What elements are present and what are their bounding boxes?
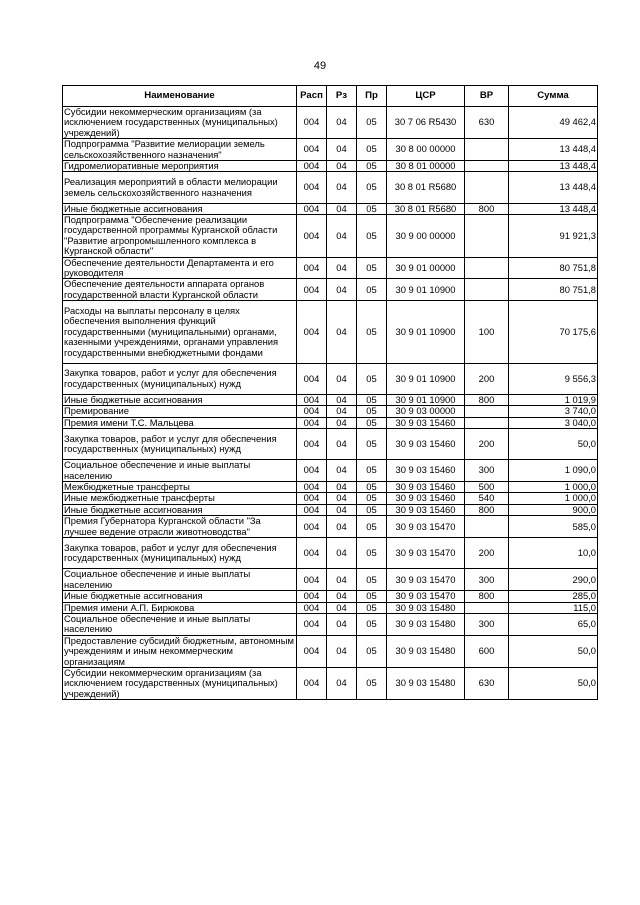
table-cell-pr: 05	[357, 591, 387, 602]
table-row	[63, 429, 598, 460]
table-cell-name: Иные бюджетные ассигнования	[63, 504, 297, 515]
header-sum: Сумма	[509, 86, 598, 107]
table-cell-rz: 04	[327, 460, 357, 482]
table-row	[63, 139, 598, 161]
table-cell-sum: 91 921,3	[509, 215, 598, 258]
table-row	[63, 107, 598, 139]
table-cell-name: Социальное обеспечение и иные выплаты населению	[63, 569, 297, 591]
table-cell-pr: 05	[357, 429, 387, 460]
table-row	[63, 516, 598, 538]
table-cell-rz: 04	[327, 417, 357, 428]
table-cell-name: Субсидии некоммерческим организациям (за исключением государственных (муниципальных) учреждений)	[63, 107, 297, 139]
table-cell-pr: 05	[357, 215, 387, 258]
table-row	[63, 613, 598, 635]
table-cell-rz: 04	[327, 363, 357, 394]
table-cell-rasp: 004	[297, 107, 327, 139]
table-cell-pr: 05	[357, 203, 387, 214]
table-cell-name: Закупка товаров, работ и услуг для обеспечения государственных (муниципальных) нужд	[63, 538, 297, 569]
table-cell-vr	[465, 257, 509, 279]
table-cell-rz: 04	[327, 482, 357, 493]
table-cell-vr	[465, 161, 509, 172]
table-cell-name: Иные бюджетные ассигнования	[63, 203, 297, 214]
table-cell-vr: 200	[465, 429, 509, 460]
table-cell-pr: 05	[357, 406, 387, 417]
table-cell-pr: 05	[357, 279, 387, 301]
table-cell-name: Межбюджетные трансферты	[63, 482, 297, 493]
table-cell-csr: 30 9 03 15460	[387, 429, 465, 460]
table-cell-vr: 800	[465, 203, 509, 214]
table-cell-pr: 05	[357, 161, 387, 172]
table-row	[63, 569, 598, 591]
table-cell-sum: 10,0	[509, 538, 598, 569]
table-cell-vr: 800	[465, 504, 509, 515]
table-cell-name: Обеспечение деятельности Департамента и его руководителя	[63, 257, 297, 279]
table-cell-rz: 04	[327, 602, 357, 613]
table-cell-sum: 115,0	[509, 602, 598, 613]
table-row	[63, 504, 598, 515]
table-cell-csr: 30 8 00 00000	[387, 139, 465, 161]
table-cell-csr: 30 9 00 00000	[387, 215, 465, 258]
table-cell-rz: 04	[327, 504, 357, 515]
table-cell-vr	[465, 139, 509, 161]
table-cell-pr: 05	[357, 460, 387, 482]
table-cell-csr: 30 9 03 15480	[387, 667, 465, 699]
header-rz: Рз	[327, 86, 357, 107]
table-cell-rasp: 004	[297, 460, 327, 482]
table-cell-sum: 3 040,0	[509, 417, 598, 428]
table-cell-name: Закупка товаров, работ и услуг для обеспечения государственных (муниципальных) нужд	[63, 429, 297, 460]
table-cell-vr: 100	[465, 301, 509, 363]
table-cell-rasp: 004	[297, 591, 327, 602]
table-cell-name: Расходы на выплаты персоналу в целях обеспечения выполнения функций государственными (муниципальными) органами, казенными учреждениями, органами управления государственными внебюджетными фондами	[63, 301, 297, 363]
table-cell-vr: 600	[465, 635, 509, 667]
table-cell-rz: 04	[327, 569, 357, 591]
table-row	[63, 172, 598, 203]
table-cell-sum: 1 000,0	[509, 493, 598, 504]
table-cell-sum: 585,0	[509, 516, 598, 538]
table-cell-rz: 04	[327, 203, 357, 214]
table-row	[63, 602, 598, 613]
table-cell-vr	[465, 406, 509, 417]
table-cell-csr: 30 7 06 R5430	[387, 107, 465, 139]
table-cell-vr	[465, 279, 509, 301]
table-cell-csr: 30 9 03 15470	[387, 538, 465, 569]
table-cell-name: Социальное обеспечение и иные выплаты населению	[63, 460, 297, 482]
table-cell-name: Премия Губернатора Курганской области "За лучшее ведение отрасли животноводства"	[63, 516, 297, 538]
table-cell-name: Предоставление субсидий бюджетным, автономным учреждениям и иным некоммерческим организациям	[63, 635, 297, 667]
table-cell-rz: 04	[327, 516, 357, 538]
table-row	[63, 257, 598, 279]
table-cell-name: Закупка товаров, работ и услуг для обеспечения государственных (муниципальных) нужд	[63, 363, 297, 394]
table-cell-pr: 05	[357, 667, 387, 699]
table-cell-pr: 05	[357, 635, 387, 667]
table-cell-vr: 200	[465, 363, 509, 394]
table-row	[63, 301, 598, 363]
table-cell-csr: 30 9 01 00000	[387, 257, 465, 279]
table-cell-name: Гидромелиоративные мероприятия	[63, 161, 297, 172]
table-cell-pr: 05	[357, 569, 387, 591]
table-cell-rasp: 004	[297, 257, 327, 279]
table-cell-rz: 04	[327, 667, 357, 699]
table-cell-vr: 630	[465, 107, 509, 139]
table-cell-csr: 30 9 03 15470	[387, 591, 465, 602]
table-cell-rz: 04	[327, 161, 357, 172]
table-row	[63, 363, 598, 394]
table-cell-name: Премирование	[63, 406, 297, 417]
table-row	[63, 538, 598, 569]
page-number: 49	[313, 60, 327, 72]
table-cell-sum: 1 000,0	[509, 482, 598, 493]
table-cell-pr: 05	[357, 613, 387, 635]
table-cell-rasp: 004	[297, 482, 327, 493]
table-cell-csr: 30 9 03 15460	[387, 417, 465, 428]
table-cell-vr: 200	[465, 538, 509, 569]
table-cell-sum: 13 448,4	[509, 161, 598, 172]
table-cell-rasp: 004	[297, 417, 327, 428]
table-cell-rasp: 004	[297, 139, 327, 161]
table-cell-rasp: 004	[297, 429, 327, 460]
table-cell-rasp: 004	[297, 493, 327, 504]
table-cell-pr: 05	[357, 417, 387, 428]
table-cell-sum: 900,0	[509, 504, 598, 515]
table-cell-rasp: 004	[297, 406, 327, 417]
table-cell-csr: 30 9 03 15480	[387, 635, 465, 667]
table-cell-name: Субсидии некоммерческим организациям (за исключением государственных (муниципальных) учреждений)	[63, 667, 297, 699]
table-cell-pr: 05	[357, 257, 387, 279]
table-cell-vr: 300	[465, 613, 509, 635]
table-cell-rz: 04	[327, 635, 357, 667]
table-cell-rasp: 004	[297, 301, 327, 363]
table-cell-rasp: 004	[297, 613, 327, 635]
table-cell-sum: 50,0	[509, 635, 598, 667]
header-rasp: Расп	[297, 86, 327, 107]
table-cell-pr: 05	[357, 493, 387, 504]
table-cell-csr: 30 9 01 10900	[387, 394, 465, 405]
table-cell-name: Премия имени А.П. Бирюкова	[63, 602, 297, 613]
table-cell-sum: 13 448,4	[509, 139, 598, 161]
table-cell-rz: 04	[327, 429, 357, 460]
table-row	[63, 460, 598, 482]
table-cell-rz: 04	[327, 107, 357, 139]
table-cell-name: Иные бюджетные ассигнования	[63, 591, 297, 602]
table-cell-rasp: 004	[297, 538, 327, 569]
table-cell-sum: 50,0	[509, 667, 598, 699]
table-cell-sum: 13 448,4	[509, 203, 598, 214]
table-row	[63, 493, 598, 504]
table-cell-pr: 05	[357, 602, 387, 613]
table-row	[63, 417, 598, 428]
table-cell-rasp: 004	[297, 394, 327, 405]
table-cell-pr: 05	[357, 504, 387, 515]
table-cell-pr: 05	[357, 139, 387, 161]
header-name: Наименование	[63, 86, 297, 107]
table-cell-sum: 290,0	[509, 569, 598, 591]
table-cell-rz: 04	[327, 591, 357, 602]
table-cell-rz: 04	[327, 406, 357, 417]
table-row	[63, 215, 598, 258]
table-cell-rz: 04	[327, 257, 357, 279]
table-cell-pr: 05	[357, 538, 387, 569]
table-cell-rasp: 004	[297, 667, 327, 699]
table-cell-rz: 04	[327, 493, 357, 504]
table-cell-name: Обеспечение деятельности аппарата органов государственной власти Курганской области	[63, 279, 297, 301]
table-cell-csr: 30 9 01 10900	[387, 363, 465, 394]
table-cell-rasp: 004	[297, 516, 327, 538]
table-cell-csr: 30 9 03 15480	[387, 602, 465, 613]
table-cell-sum: 1 090,0	[509, 460, 598, 482]
table-cell-csr: 30 9 03 15480	[387, 613, 465, 635]
table-cell-csr: 30 9 03 15460	[387, 460, 465, 482]
table-cell-sum: 80 751,8	[509, 279, 598, 301]
table-cell-vr	[465, 172, 509, 203]
table-cell-pr: 05	[357, 172, 387, 203]
table-cell-sum: 50,0	[509, 429, 598, 460]
table-cell-vr: 630	[465, 667, 509, 699]
table-cell-name: Подпрограмма "Развитие мелиорации земель сельскохозяйственного назначения"	[63, 139, 297, 161]
table-cell-vr: 800	[465, 394, 509, 405]
table-cell-name: Иные межбюджетные трансферты	[63, 493, 297, 504]
table-row	[63, 667, 598, 699]
table-cell-vr: 300	[465, 569, 509, 591]
table-cell-rasp: 004	[297, 215, 327, 258]
table-cell-rasp: 004	[297, 279, 327, 301]
table-cell-sum: 13 448,4	[509, 172, 598, 203]
table-cell-vr	[465, 516, 509, 538]
table-cell-rz: 04	[327, 139, 357, 161]
table-cell-csr: 30 9 03 15470	[387, 569, 465, 591]
table-cell-vr: 800	[465, 591, 509, 602]
table-cell-csr: 30 8 01 R5680	[387, 172, 465, 203]
table-cell-rasp: 004	[297, 635, 327, 667]
table-cell-name: Реализация мероприятий в области мелиорации земель сельскохозяйственного назначения	[63, 172, 297, 203]
table-cell-csr: 30 9 03 15460	[387, 482, 465, 493]
table-cell-rasp: 004	[297, 504, 327, 515]
table-cell-pr: 05	[357, 394, 387, 405]
table-cell-csr: 30 9 03 15460	[387, 493, 465, 504]
table-cell-pr: 05	[357, 363, 387, 394]
table-cell-vr: 540	[465, 493, 509, 504]
table-cell-vr	[465, 215, 509, 258]
table-cell-csr: 30 9 03 15460	[387, 504, 465, 515]
table-cell-sum: 3 740,0	[509, 406, 598, 417]
table-cell-sum: 1 019,9	[509, 394, 598, 405]
table-cell-name: Подпрограмма "Обеспечение реализации государственной программы Курганской области "Развитие агропромышленного комплекса в Курганской области"	[63, 215, 297, 258]
table-cell-name: Иные бюджетные ассигнования	[63, 394, 297, 405]
table-cell-rasp: 004	[297, 161, 327, 172]
table-cell-name: Социальное обеспечение и иные выплаты населению	[63, 613, 297, 635]
table-cell-sum: 80 751,8	[509, 257, 598, 279]
table-cell-rz: 04	[327, 279, 357, 301]
budget-table	[62, 85, 598, 700]
table-cell-rasp: 004	[297, 203, 327, 214]
table-cell-vr	[465, 602, 509, 613]
table-cell-rasp: 004	[297, 569, 327, 591]
table-row	[63, 394, 598, 405]
table-cell-pr: 05	[357, 516, 387, 538]
table-cell-rz: 04	[327, 172, 357, 203]
table-row	[63, 591, 598, 602]
table-cell-rz: 04	[327, 394, 357, 405]
table-row	[63, 482, 598, 493]
table-cell-pr: 05	[357, 107, 387, 139]
table-cell-name: Премия имени Т.С. Мальцева	[63, 417, 297, 428]
table-cell-vr: 300	[465, 460, 509, 482]
table-cell-csr: 30 9 01 10900	[387, 301, 465, 363]
header-vr: ВР	[465, 86, 509, 107]
table-cell-vr: 500	[465, 482, 509, 493]
table-row	[63, 635, 598, 667]
table-cell-csr: 30 9 03 15470	[387, 516, 465, 538]
table-cell-pr: 05	[357, 301, 387, 363]
table-cell-sum: 285,0	[509, 591, 598, 602]
table-cell-vr	[465, 417, 509, 428]
table-cell-rasp: 004	[297, 172, 327, 203]
table-row	[63, 279, 598, 301]
table-cell-rz: 04	[327, 538, 357, 569]
table-cell-sum: 65,0	[509, 613, 598, 635]
table-row	[63, 203, 598, 214]
table-cell-csr: 30 8 01 00000	[387, 161, 465, 172]
table-cell-csr: 30 8 01 R5680	[387, 203, 465, 214]
table-cell-rz: 04	[327, 613, 357, 635]
table-header-row	[63, 86, 598, 107]
table-cell-pr: 05	[357, 482, 387, 493]
table-row	[63, 406, 598, 417]
table-cell-sum: 49 462,4	[509, 107, 598, 139]
table-row	[63, 161, 598, 172]
header-csr: ЦСР	[387, 86, 465, 107]
table-cell-csr: 30 9 03 00000	[387, 406, 465, 417]
table-cell-rasp: 004	[297, 602, 327, 613]
table-cell-rz: 04	[327, 215, 357, 258]
table-cell-rz: 04	[327, 301, 357, 363]
header-pr: Пр	[357, 86, 387, 107]
table-cell-csr: 30 9 01 10900	[387, 279, 465, 301]
table-cell-sum: 70 175,6	[509, 301, 598, 363]
table-cell-sum: 9 556,3	[509, 363, 598, 394]
table-cell-rasp: 004	[297, 363, 327, 394]
